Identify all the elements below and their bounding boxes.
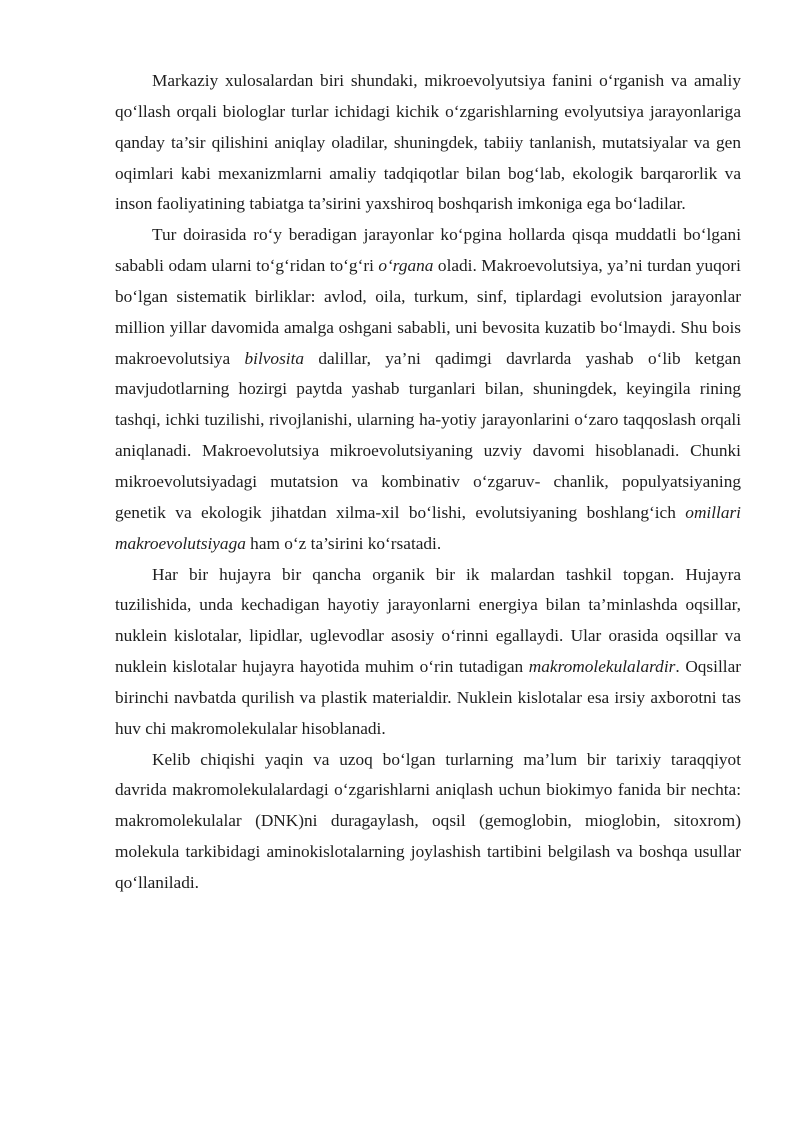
paragraph-macroevolution [115,220,741,559]
italic-term: omillari makroevolutsiyaga [115,502,741,553]
paragraph-text: oladi. Makroevolutsiya, ya’ni turdan yuqori bo‘lgan sistematik birliklar: avlod, oila, turkum, sinf, tiplardagi evolutsion jarayonlar million yillar davomida amalga oshgani sababli, uni bevosita kuzatib bo‘lmaydi. Shu bois makroevolutsiya [115,256,741,368]
paragraph-text: . Oqsillar birinchi navbatda qurilish va plastik materialdir. Nuklein kislotalar esa irsiy axborotni tas huv chi makromolekulalar hisoblanadi. [115,657,741,738]
paragraph-biochemistry-methods [115,745,741,899]
paragraph-text: ham o‘z ta’sirini ko‘rsatadi. [245,533,442,553]
italic-term: makromolekulalardir [528,657,676,677]
paragraph-text: dalillar, ya’ni qadimgi davrlarda yashab o‘lib ketgan mavjudotlarning hozirgi paytda yashab turganlari bilan, shuningdek, keyingila rining tashqi, ichki tuzilishi, rivojlanishi, ularning ha-yotiy jarayonlarini o‘zaro taqqoslash orqali aniqlanadi. Makroevolutsiya mikroevolutsiyaning uzviy davomi hisoblanadi. Chunki mikroevolutsiyadagi mutatsion va kombinativ o‘zgaruv- chanlik, populyatsiyaning genetik va ekologik jihatdan xilma-xil bo‘lishi, evolutsiyaning boshlang‘ich [115,348,741,522]
paragraph-macromolecules [115,560,741,745]
italic-term: o‘rgana [378,256,434,276]
italic-term: bilvosita [244,348,305,368]
paragraph-text: Markaziy xulosalardan biri shundaki, mikroevolyutsiya fanini o‘rganish va amaliy qo‘llash orqali biologlar turlar ichidagi kichik o‘zgarishlarning evolyutsiya jarayonlariga qanday ta’sir qilishini aniqlay oladilar, shuningdek, tabiiy tanlanish, mutatsiyalar va gen oqimlari kabi mexanizmlarni amaliy tadqiqotlar bilan bog‘lab, ekologik barqarorlik va inson faoliyatining tabiatga ta’sirini yaxshiroq boshqarish imkoniga ega bo‘ladilar. [115,71,741,214]
paragraph-text: Har bir hujayra bir qancha organik bir ik malardan tashkil topgan. Hujayra tuzilishida, unda kechadigan hayotiy jarayonlarni energiya bilan ta’minlashda oqsillar, nuklein kislotalar, lipidlar, uglevodlar asosiy o‘rinni egallaydi. Ular orasida oqsillar va nuklein kislotalar hujayra hayotida muhim o‘rin tutadigan [115,564,741,677]
paragraph-text: Kelib chiqishi yaqin va uzoq bo‘lgan turlarning ma’lum bir tarixiy taraqqiyot davrida makromolekulalardagi o‘zgarishlarni aniqlash uchun biokimyo fanida bir nechta: makromolekulalar (DNK)ni duragaylash, oqsil (gemoglobin, mioglobin, sitoxrom) molekula tarkibidagi aminokislotalarning joylashish tartibini belgilash va boshqa usullar qo‘llaniladi. [115,749,741,892]
paragraph-microevolution-conclusion [115,66,741,220]
document-page [115,66,741,899]
paragraph-text: Tur doirasida ro‘y beradigan jarayonlar ko‘pgina hollarda qisqa muddatli bo‘lgani sababli odam ularni to‘g‘ridan to‘g‘ri [115,225,741,276]
